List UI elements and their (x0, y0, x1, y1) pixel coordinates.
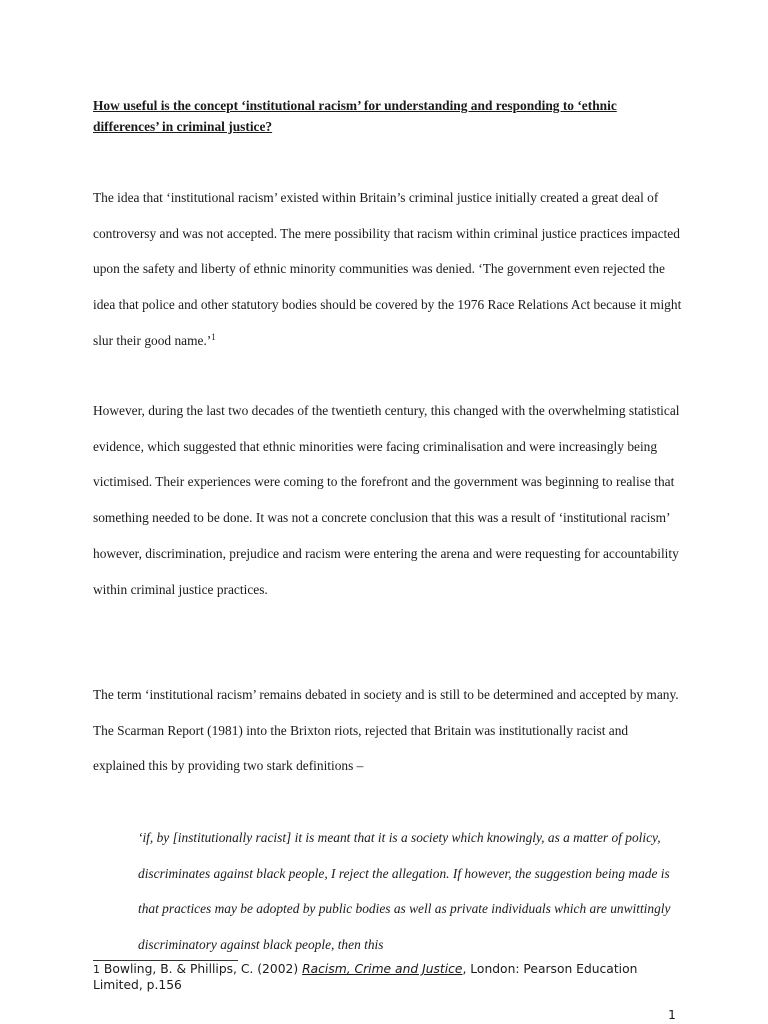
footnote-number: 1 (93, 963, 100, 976)
footnote-reference: 1 (211, 331, 216, 342)
footnote-publisher: , London: Pearson Education Limited, p.156 (93, 962, 638, 992)
paragraph-1-text: The idea that ‘institutional racism’ existed within Britain’s criminal justice initially created a great deal of controversy and was not accepted. The mere possibility that racism within criminal justice practices impacted upon the safety and liberty of ethnic minority communities was denied. ‘The government even rejected the idea that police and other statutory bodies should be covered by the 1976 Race Relations Act because it might slur their good name.’ (93, 190, 682, 348)
paragraph-2: However, during the last two decades of the twentieth century, this changed with the overwhelming statistical evidence, which suggested that ethnic minorities were facing criminalisation and were increasingly being victimised. Their experiences were coming to the forefront and the government was beginning to realise that something needed to be done. It was not a concrete conclusion that this was a result of ‘institutional racism’ however, discrimination, prejudice and racism were entering the arena and were requesting for accountability within criminal justice practices. (93, 403, 680, 597)
block-quote: ‘if, by [institutionally racist] it is meant that it is a society which knowingly, as a matter of policy, discriminates against black people, I reject the allegation. If however, the suggestion being made is that practices may be adopted by public bodies as well as private individuals which are unwittingly discriminatory against black people, then this (138, 830, 671, 953)
essay-title: How useful is the concept ‘institutional racism’ for understanding and responding to ‘ethnic differences’ in criminal justice? (93, 98, 617, 134)
footnote-authors: Bowling, B. & Phillips, C. (2002) (103, 962, 299, 976)
footnote (93, 962, 683, 993)
page-number: 1 (668, 1007, 676, 1022)
paragraph-1 (93, 180, 683, 359)
footnote-separator (93, 960, 238, 961)
footnote-book-title: Racism, Crime and Justice (302, 962, 463, 976)
paragraph-3: The term ‘institutional racism’ remains debated in society and is still to be determined and accepted by many. The Scarman Report (1981) into the Brixton riots, rejected that Britain was institutionally racist and explained this by providing two stark definitions – (93, 687, 679, 774)
